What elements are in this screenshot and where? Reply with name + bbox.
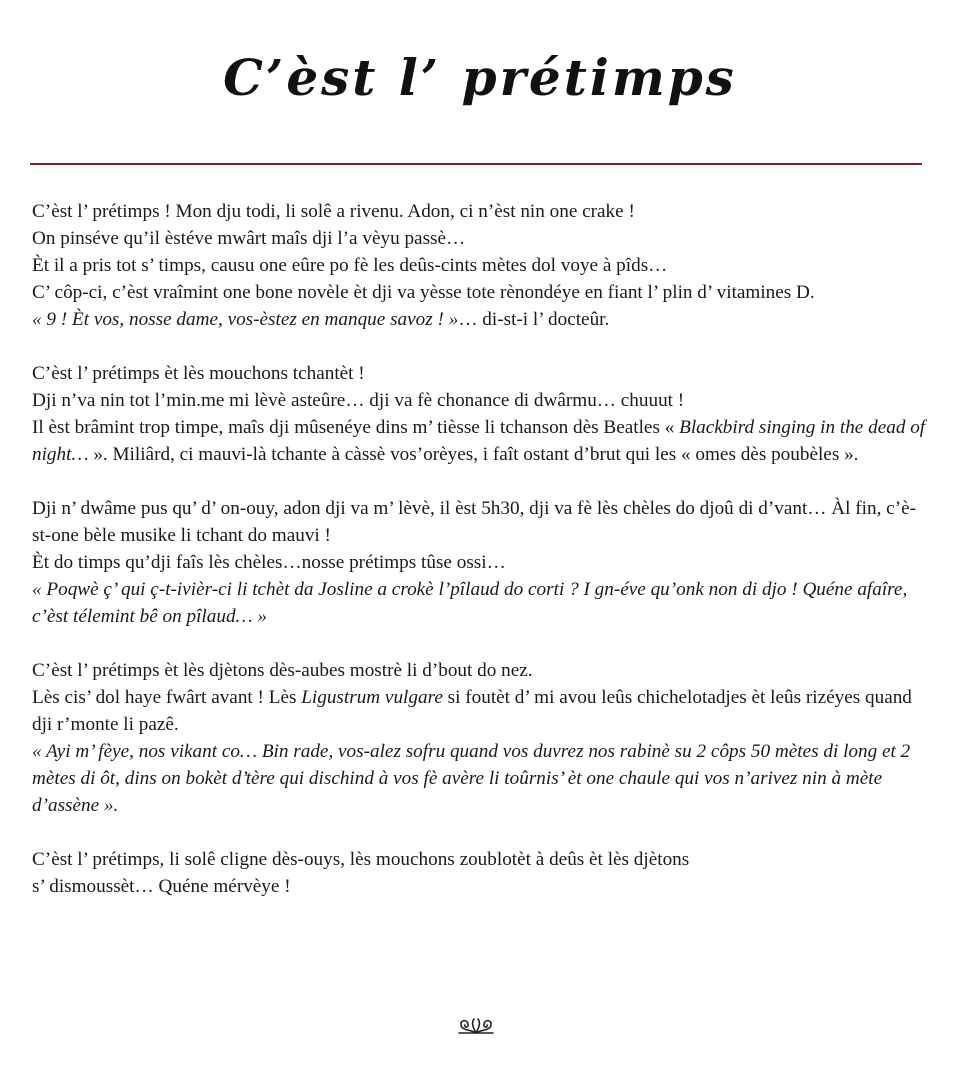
text-line — [32, 306, 927, 333]
title-divider — [30, 163, 922, 165]
text-line — [32, 414, 927, 468]
paragraph — [32, 846, 927, 900]
text-run: Dji n’ dwâme pus qu’ d’ on-ouy, adon dji va m’ lèvè, il èst 5h30, dji va fè lès chèles do djoû di d’vant… Àl fin, c’è-st-one bèle musike li tchant do mauvi ! — [32, 498, 916, 546]
italic-text: Blackbird singing in the dead of night… — [32, 417, 926, 465]
text-run: s’ dismoussèt… Quéne mérvèye ! — [32, 876, 291, 897]
italic-text: « 9 ! Èt vos, nosse dame, vos-èstez en manque savoz ! » — [32, 309, 459, 330]
text-line — [32, 873, 927, 900]
text-line — [32, 387, 927, 414]
text-run: C’èst l’ prétimps, li solê cligne dès-ouys, lès mouchons zoublotèt à deûs èt lès djètons — [32, 849, 690, 870]
text-run: Lès cis’ dol haye fwârt avant ! Lès — [32, 687, 302, 708]
text-run: C’èst l’ prétimps èt lès djètons dès-aubes mostrè li d’bout do nez. — [32, 660, 533, 681]
text-run: Dji n’va nin tot l’min.me mi lèvè asteûre… dji va fè chonance di dwârmu… chuuut ! — [32, 390, 685, 411]
text-run: C’ côp-ci, c’èst vraîmint one bone novèle èt dji va yèsse tote rènondéye en fiant l’ plin d’ vitamines D. — [32, 282, 815, 303]
text-line — [32, 576, 927, 630]
text-line — [32, 684, 927, 738]
text-run: On pinséve qu’il èstéve mwârt maîs dji l’a vèyu passè… — [32, 228, 466, 249]
text-line — [32, 225, 927, 252]
text-run: si foutèt d’ mi avou leûs chichelotadjes èt leûs rizéyes quand dji r’monte li pazê. — [32, 687, 912, 735]
text-line — [32, 198, 927, 225]
italic-text: « Ayi m’ fèye, nos vikant co… Bin rade, vos-alez sofru quand vos duvrez nos rabinè su 2 côps 50 mètes di long et 2 mètes di ôt, dins on bokèt d’tère qui dischind à vos fè avère li toûrnis’ èt one chaule qui vos n’arivez nin à mète d’assène ». — [32, 741, 911, 816]
text-run: ». Miliârd, ci mauvi-là tchante à càssè vos’orèyes, i faît ostant d’brut qui les « omes dès poubèles ». — [88, 444, 859, 465]
paragraph — [32, 198, 927, 333]
text-run: Èt do timps qu’dji faîs lès chèles…nosse prétimps tûse ossi… — [32, 552, 506, 573]
fleuron-ornament-icon — [456, 1015, 496, 1037]
article-body — [32, 198, 927, 927]
paragraph — [32, 657, 927, 819]
text-run: … di-st-i l’ docteûr. — [458, 309, 610, 330]
text-line — [32, 657, 927, 684]
text-line — [32, 360, 927, 387]
text-line — [32, 252, 927, 279]
text-line — [32, 495, 927, 549]
text-run: Èt il a pris tot s’ timps, causu one eûre po fè les deûs-cints mètes dol voye à pîds… — [32, 255, 668, 276]
italic-text: « Poqwè ç’ qui ç-t-ivièr-ci li tchèt da Josline a crokè l’pîlaud do corti ? I gn-éve qu’onk non di djo ! Quéne afaîre, c’èst télemint bê on pîlaud… » — [32, 579, 908, 627]
paragraph — [32, 360, 927, 468]
text-run: Il èst brâmint trop timpe, maîs dji mûsenéye dins m’ tièsse li tchanson dès Beatles « — [32, 417, 680, 438]
italic-text: Ligustrum vulgare — [301, 687, 443, 708]
text-line — [32, 738, 927, 819]
text-run: C’èst l’ prétimps ! Mon dju todi, li solê a rivenu. Adon, ci n’èst nin one crake ! — [32, 201, 635, 222]
page-title: C’èst l’ prétimps — [223, 48, 737, 107]
text-line — [32, 846, 927, 873]
text-line — [32, 279, 927, 306]
text-run: C’èst l’ prétimps èt lès mouchons tchantèt ! — [32, 363, 365, 384]
text-line — [32, 549, 927, 576]
paragraph — [32, 495, 927, 630]
